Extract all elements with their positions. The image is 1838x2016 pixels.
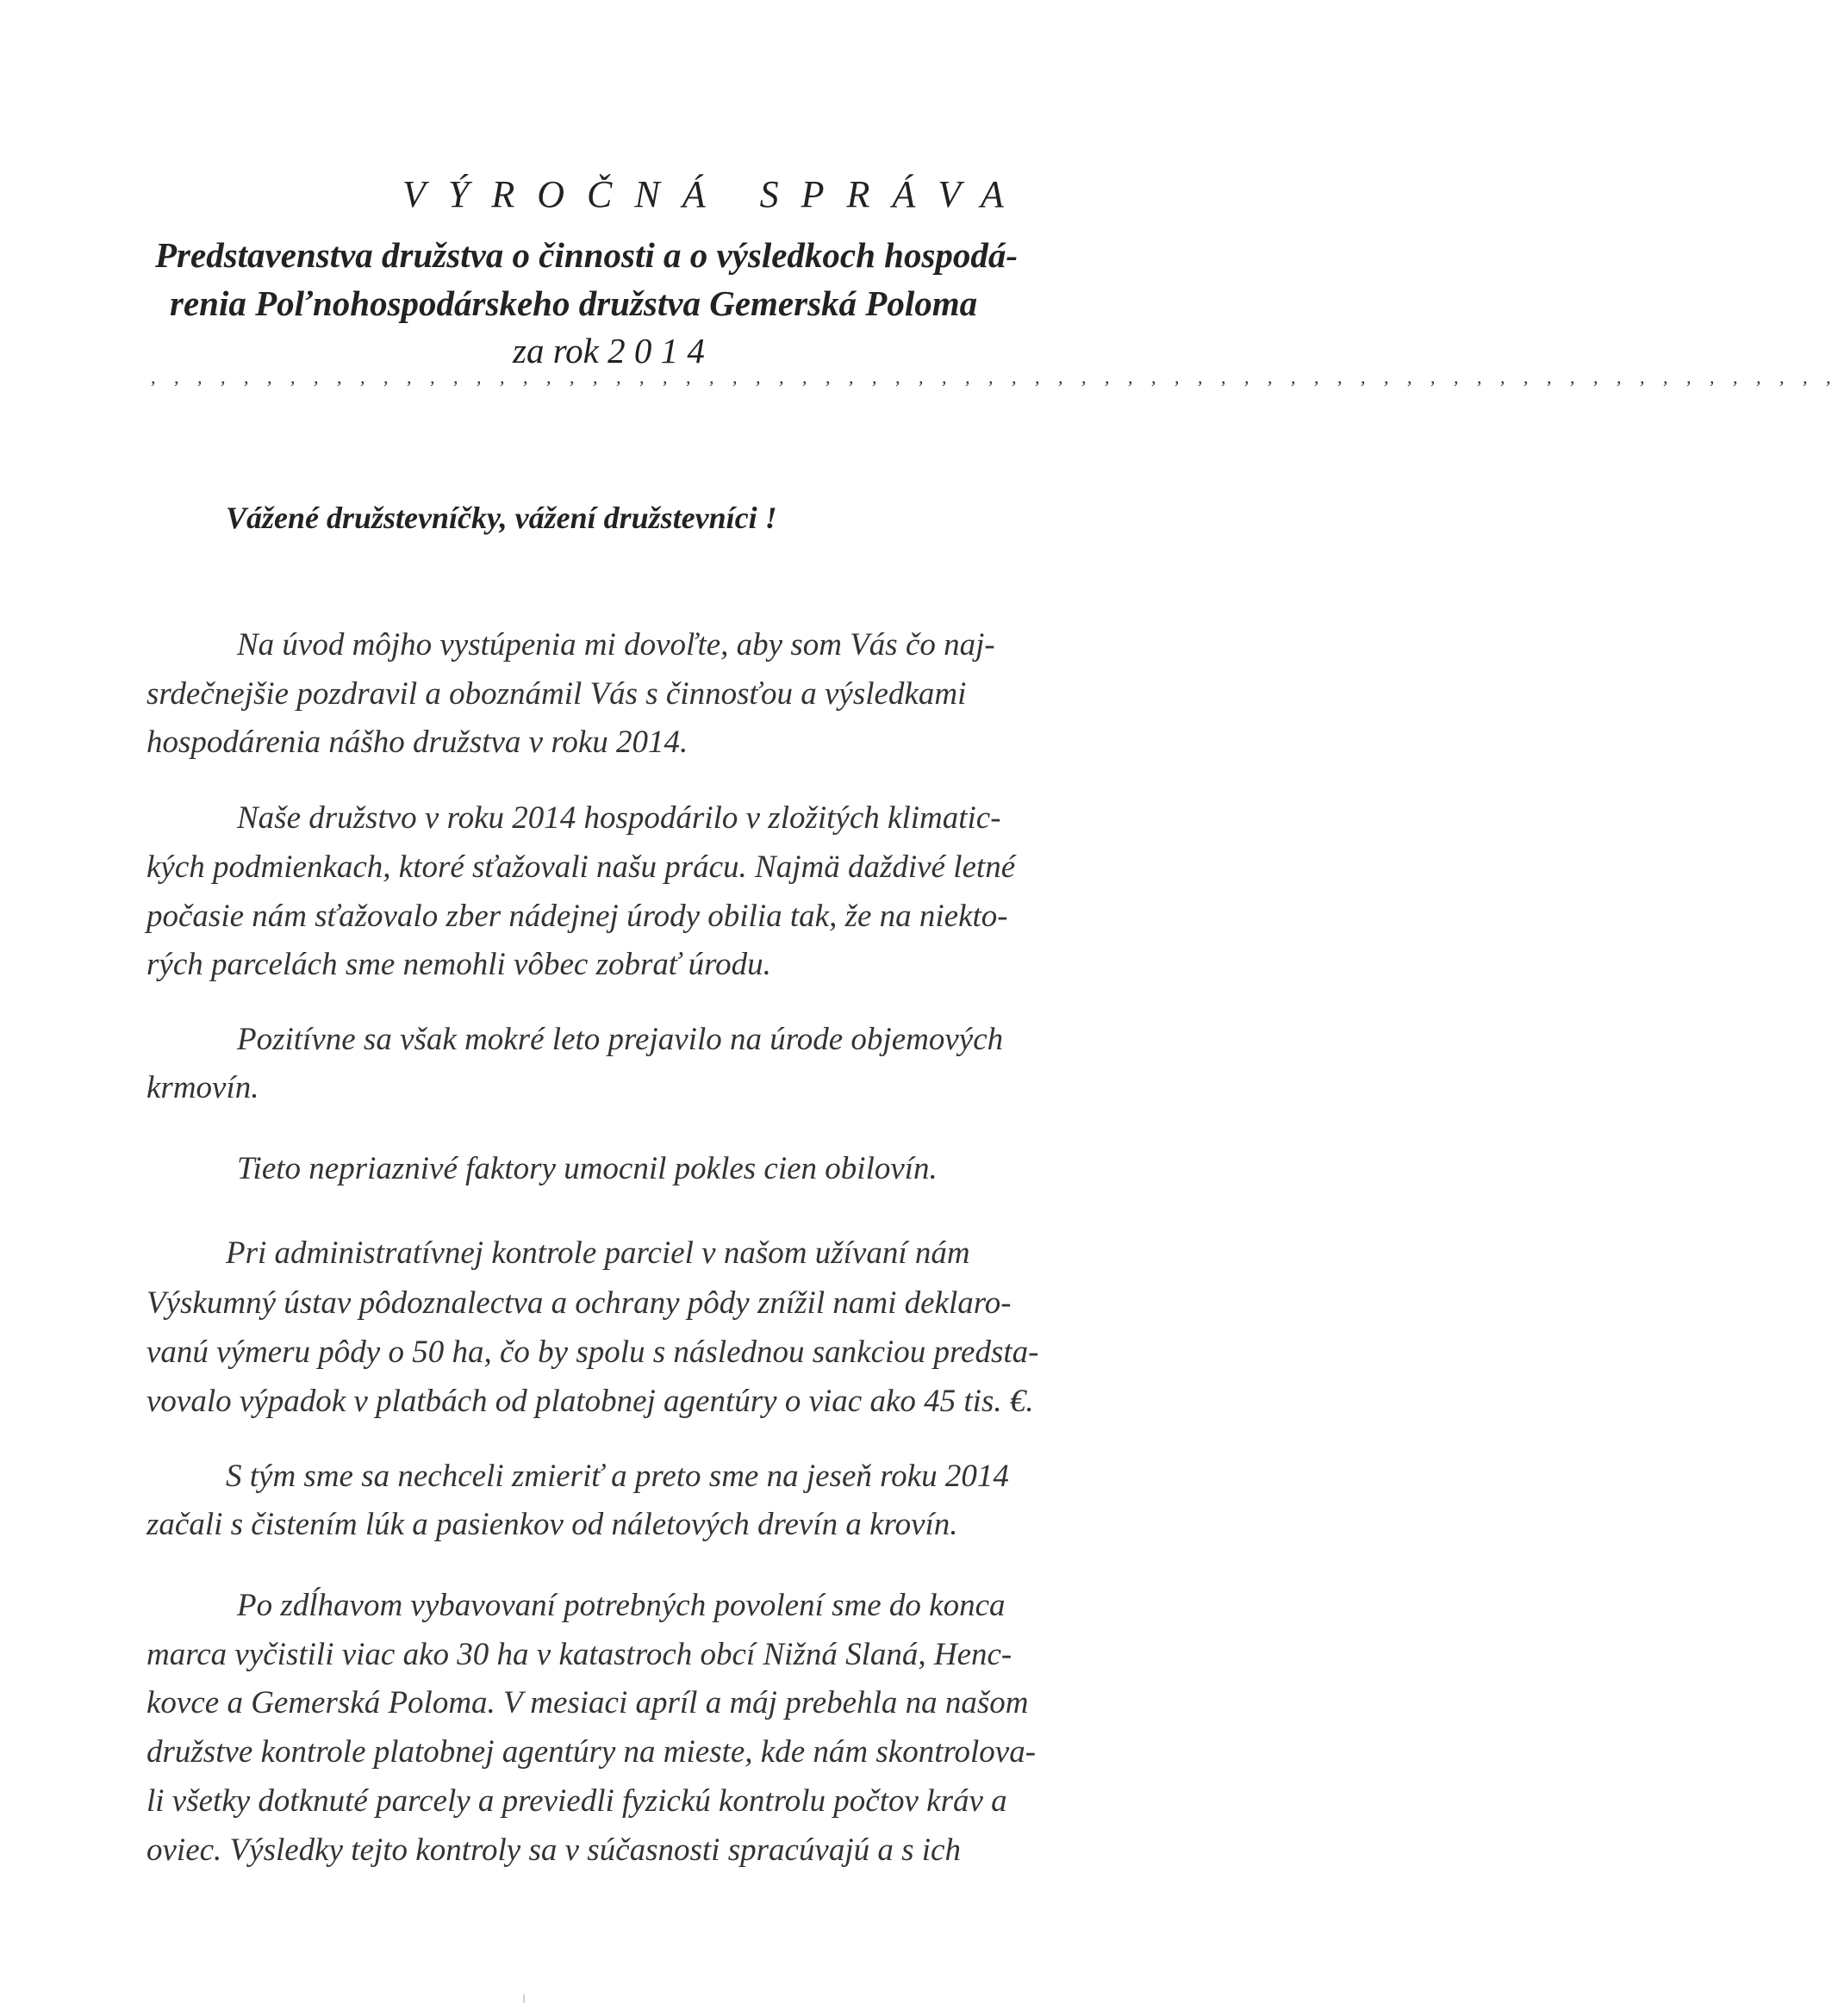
paragraph-5-line-2: Výskumný ústav pôdoznalectva a ochrany pôdy znížil nami deklaro- <box>146 1285 1012 1321</box>
paragraph-2-line-2: kých podmienkach, ktoré sťažovali našu prácu. Najmä daždivé letné <box>146 849 1016 885</box>
paragraph-7-line-6: oviec. Výsledky tejto kontroly sa v súčasnosti spracúvajú a s ich <box>146 1832 961 1868</box>
paragraph-1-line-1: Na úvod môjho vystúpenia mi dovoľte, aby som Vás čo naj- <box>237 627 995 663</box>
scan-speck <box>523 1994 525 2003</box>
document-subtitle-line-2: renia Poľnohospodárskeho družstva Gemerská Poloma <box>170 283 978 323</box>
paragraph-2-line-3: počasie nám sťažovalo zber nádejnej úrody obilia tak, že na niekto- <box>146 899 1008 934</box>
greeting: Vážené družstevníčky, vážení družstevníci ! <box>226 501 777 535</box>
document-subtitle-line-1: Predstavenstva družstva o činnosti a o výsledkoch hospodá- <box>155 235 1019 275</box>
paragraph-7-line-5: li všetky dotknuté parcely a previedli fyzickú kontrolu počtov kráv a <box>146 1783 1007 1819</box>
paragraph-7-line-3: kovce a Gemerská Poloma. V mesiaci apríl a máj prebehla na našom <box>146 1685 1029 1720</box>
paragraph-1-line-3: hospodárenia nášho družstva v roku 2014. <box>146 725 688 760</box>
paragraph-3-line-2: krmovín. <box>146 1070 259 1105</box>
paragraph-7-line-4: družstve kontrole platobnej agentúry na mieste, kde nám skontrolova- <box>146 1734 1037 1770</box>
document-title: VÝROČNÁ SPRÁVA <box>402 173 1026 215</box>
paragraph-5-line-3: vanú výmeru pôdy o 50 ha, čo by spolu s následnou sankciou predsta- <box>146 1335 1039 1370</box>
paragraph-3-line-1: Pozitívne sa však mokré leto prejavilo na úrode objemových <box>237 1022 1004 1057</box>
paragraph-5-line-4: vovalo výpadok v platbách od platobnej agentúry o viac ako 45 tis. €. <box>146 1384 1034 1419</box>
paragraph-6-line-1: S tým sme sa nechceli zmieriť a preto sme na jeseň roku 2014 <box>226 1459 1009 1494</box>
paragraph-7-line-1: Po zdĺhavom vybavovaní potrebných povolení sme do konca <box>237 1588 1006 1623</box>
paragraph-4-line-1: Tieto nepriaznivé faktory umocnil pokles cien obilovín. <box>237 1151 938 1186</box>
paragraph-6-line-2: začali s čistením lúk a pasienkov od náletových drevín a krovín. <box>146 1507 958 1542</box>
paragraph-5-line-1: Pri administratívnej kontrole parciel v našom užívaní nám <box>226 1235 970 1271</box>
title-separator: , , , , , , , , , , , , , , , , , , , , , , , , , , , , , , , , , , , , , , , , , , , , , , , , , , , , , , , , , , , , , , , , , , , , , , , , , <box>151 366 1838 388</box>
paragraph-1-line-2: srdečnejšie pozdravil a oboznámil Vás s činnosťou a výsledkami <box>146 676 967 712</box>
document-year-line: za rok 2 0 1 4 <box>513 331 705 370</box>
paragraph-7-line-2: marca vyčistili viac ako 30 ha v katastroch obcí Nižná Slaná, Henc- <box>146 1637 1012 1672</box>
paragraph-2-line-4: rých parcelách sme nemohli vôbec zobrať úrodu. <box>146 947 771 982</box>
paragraph-2-line-1: Naše družstvo v roku 2014 hospodárilo v zložitých klimatic- <box>237 800 1001 836</box>
